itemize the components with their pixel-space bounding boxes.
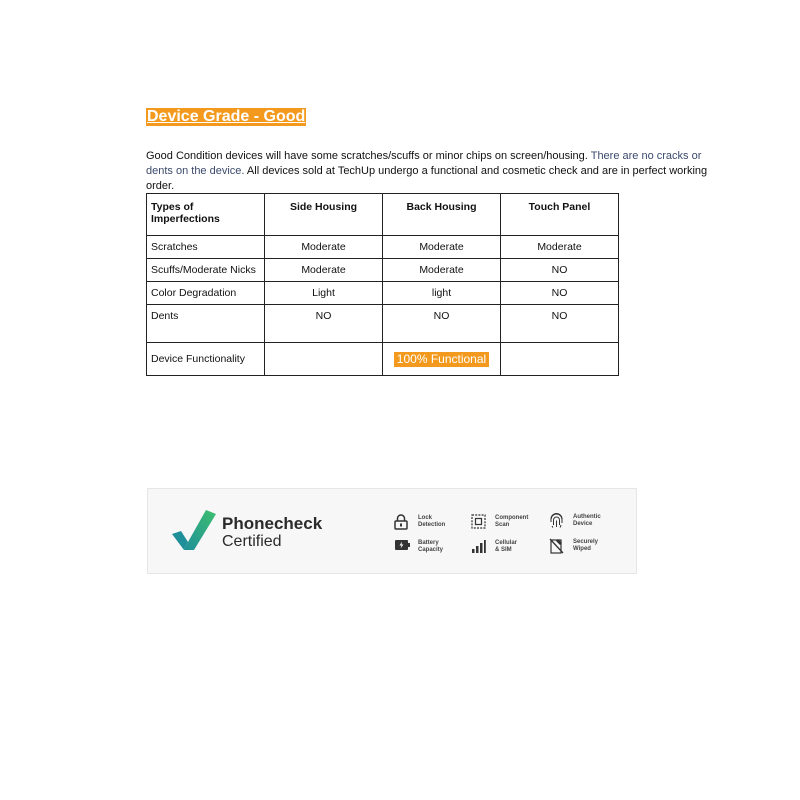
table-cell: NO — [501, 282, 619, 305]
table-row — [147, 259, 619, 282]
feature-label: Lock Detection — [418, 515, 446, 528]
row-label: Color Degradation — [147, 282, 265, 305]
table-cell: NO — [501, 305, 619, 343]
table-cell: Light — [265, 282, 383, 305]
phonecheck-check-logo-icon — [172, 510, 216, 552]
table-row — [147, 282, 619, 305]
wipe-icon — [549, 538, 564, 554]
table-cell-empty — [501, 343, 619, 376]
intro-text-2: All devices sold at TechUp undergo a functional and cosmetic check and are in perfect working order. — [146, 165, 708, 192]
header-types-of-imperfections: Types of Imperfections — [147, 194, 265, 236]
feature-authentic-device — [549, 512, 629, 534]
table-cell-empty — [265, 343, 383, 376]
feature-component-scan — [471, 513, 551, 535]
row-label: Scuffs/Moderate Nicks — [147, 259, 265, 282]
feature-label: Authentic Device — [573, 514, 601, 527]
feature-battery-capacity — [394, 538, 474, 560]
imperfections-table — [146, 193, 619, 376]
table-cell: Moderate — [265, 259, 383, 282]
intro-highlight: There are no cracks or dents on the device. — [146, 150, 702, 177]
intro-text-1: Good Condition devices will have some scratches/scuffs or minor chips on screen/housing. — [146, 150, 591, 162]
feature-label: Cellular & SIM — [495, 540, 518, 553]
row-label: Scratches — [147, 236, 265, 259]
table-row — [147, 305, 619, 343]
page-title: Device Grade - Good — [147, 108, 306, 125]
intro-paragraph — [146, 149, 716, 194]
table-cell: Moderate — [383, 259, 501, 282]
phonecheck-name: Phonecheck — [222, 514, 323, 533]
feature-securely-wiped — [549, 537, 629, 559]
functionality-cell — [383, 343, 501, 376]
feature-cellular-sim — [471, 538, 551, 560]
table-cell: NO — [383, 305, 501, 343]
header-back-housing: Back Housing — [383, 194, 501, 236]
cellular-signal-icon — [471, 539, 486, 554]
component-scan-icon — [471, 514, 486, 529]
feature-label: Securely Wiped — [573, 539, 599, 552]
header-side-housing: Side Housing — [265, 194, 383, 236]
phonecheck-banner — [147, 488, 637, 574]
fingerprint-icon — [549, 513, 564, 529]
table-cell: Moderate — [265, 236, 383, 259]
phonecheck-wordmark — [222, 515, 322, 551]
row-label: Dents — [147, 305, 265, 343]
functionality-row — [147, 343, 619, 376]
table-row — [147, 236, 619, 259]
battery-icon — [394, 539, 411, 551]
functionality-badge: 100% Functional — [394, 352, 489, 367]
functionality-label: Device Functionality — [147, 343, 265, 376]
lock-icon — [394, 514, 408, 530]
header-touch-panel: Touch Panel — [501, 194, 619, 236]
feature-lock-detection — [394, 513, 474, 535]
table-header-row — [147, 194, 619, 236]
table-cell: Moderate — [501, 236, 619, 259]
phonecheck-certified: Certified — [222, 533, 282, 550]
table-cell: NO — [265, 305, 383, 343]
table-cell: light — [383, 282, 501, 305]
feature-label: Component Scan — [495, 515, 529, 528]
feature-label: Battery Capacity — [418, 540, 444, 553]
table-cell: Moderate — [383, 236, 501, 259]
table-cell: NO — [501, 259, 619, 282]
